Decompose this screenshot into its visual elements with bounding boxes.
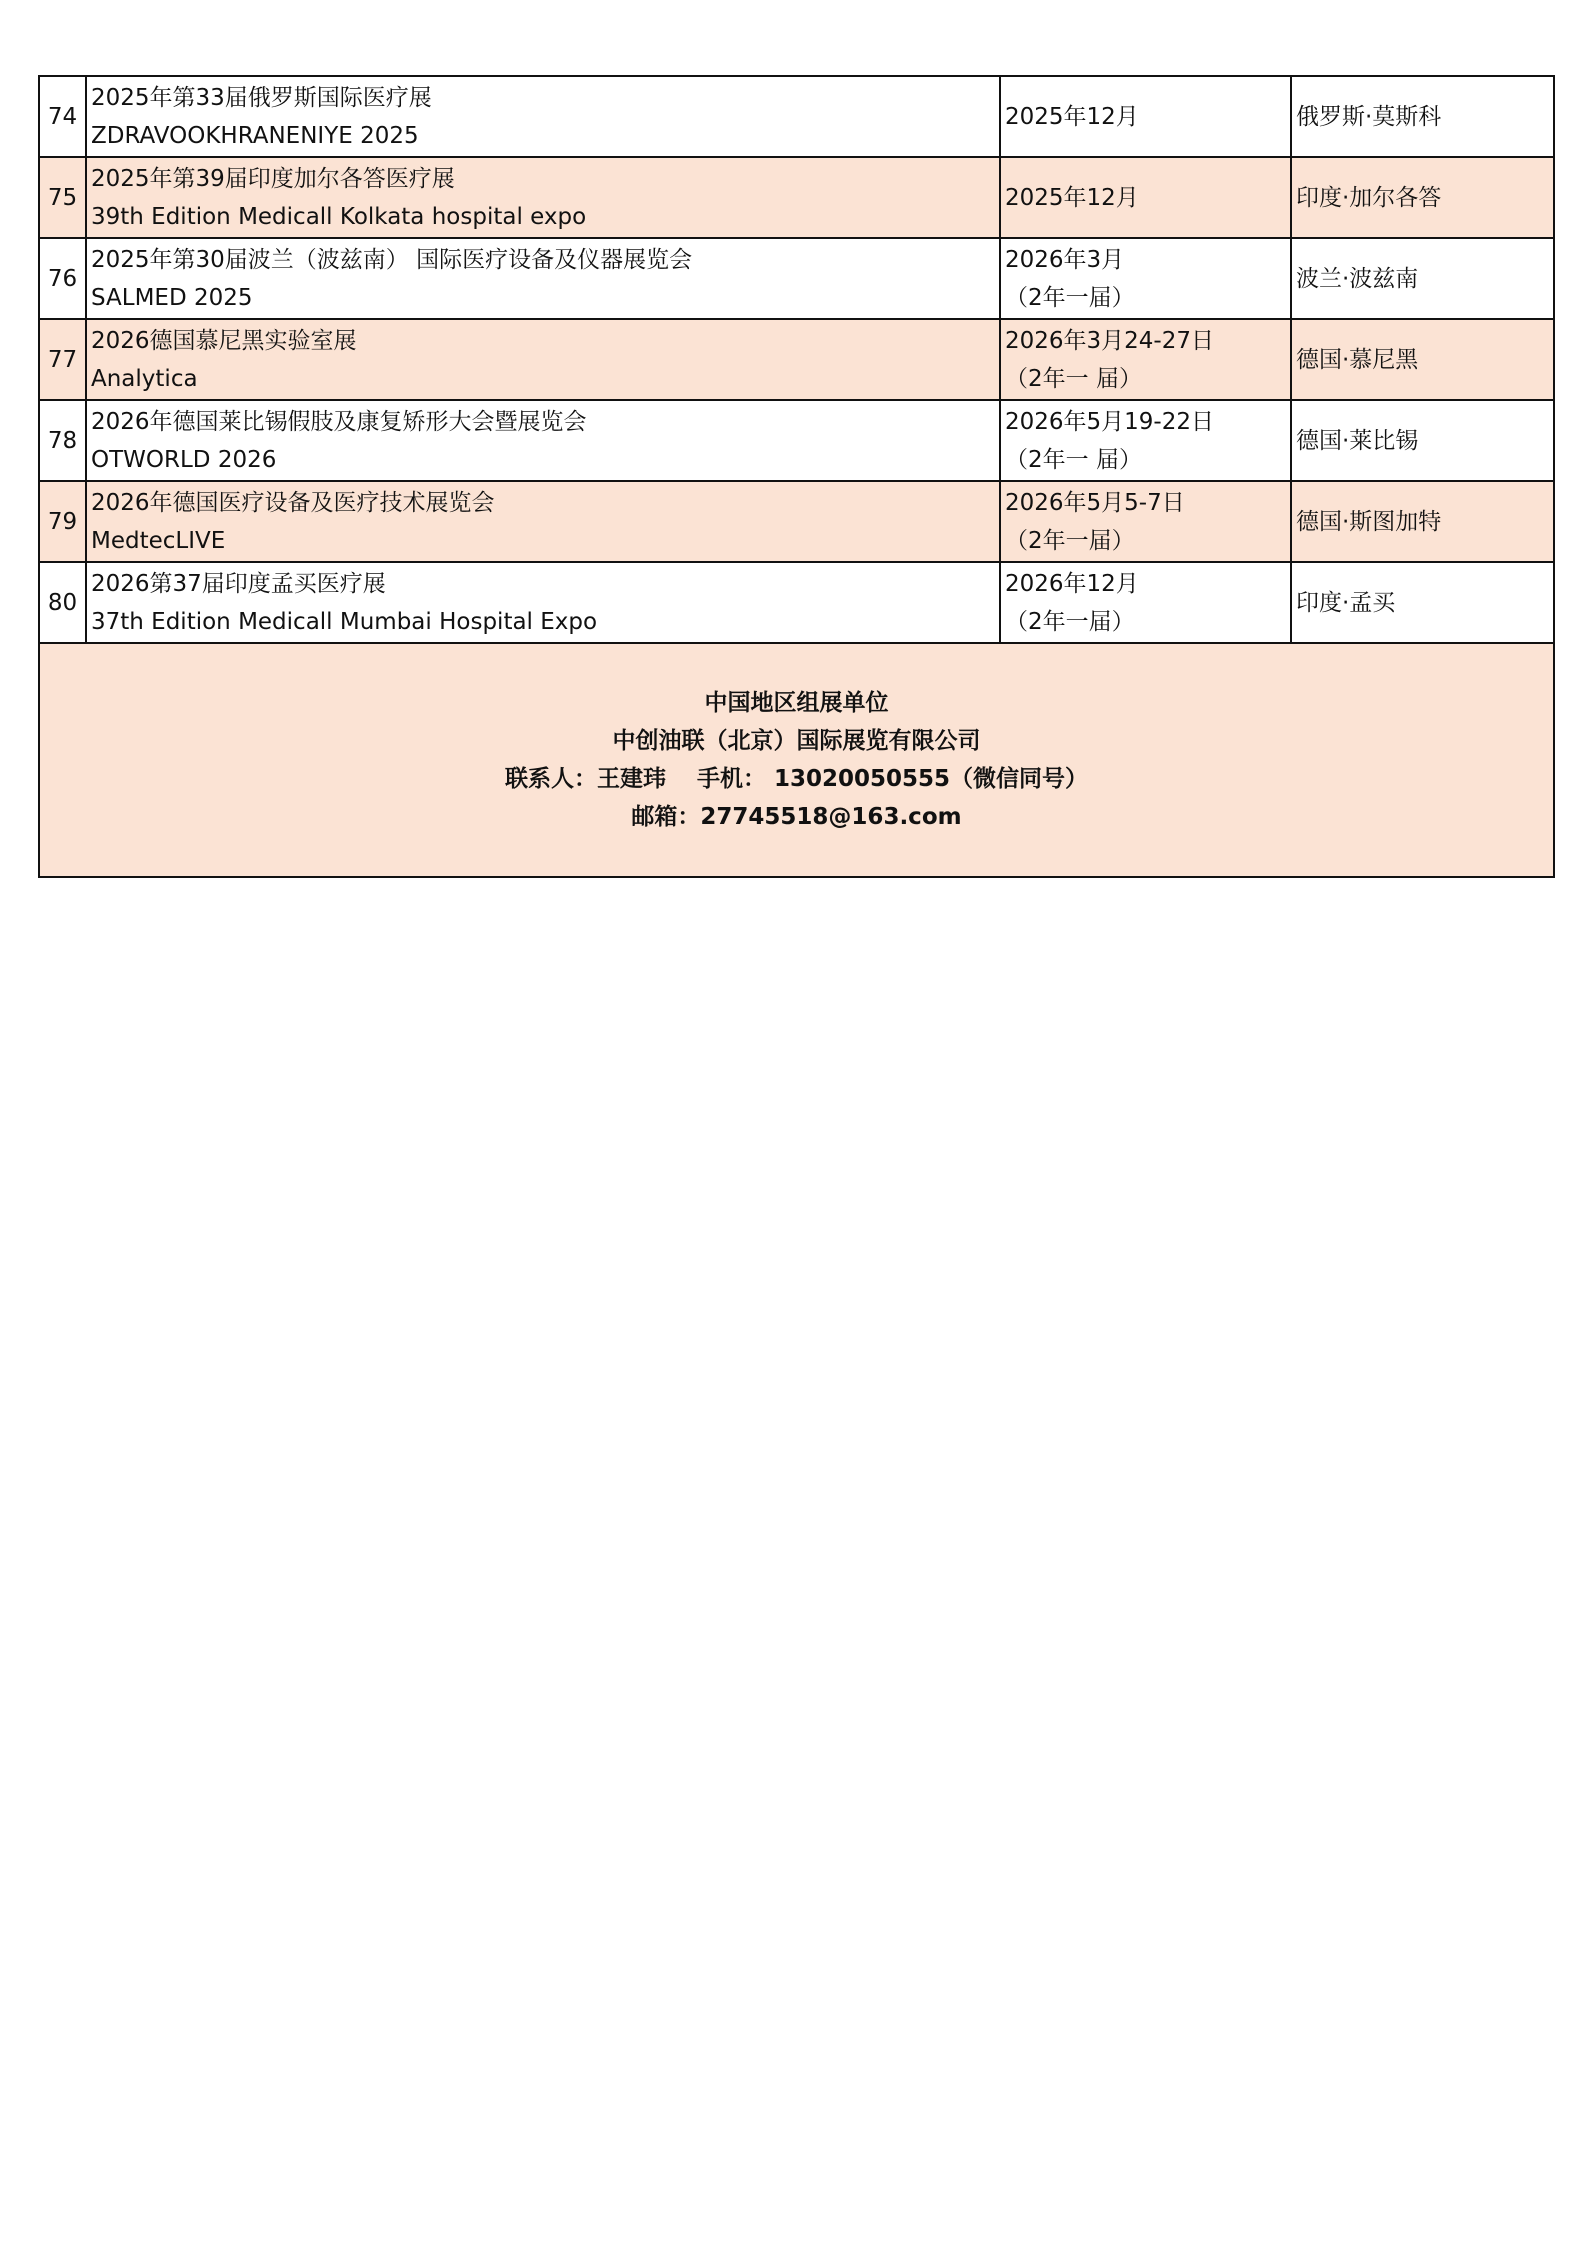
exhibition-date-cell xyxy=(1000,238,1291,319)
row-number: 76 xyxy=(39,238,86,319)
exhibition-date: 2025年12月 xyxy=(1005,184,1139,211)
exhibition-location: 德国·斯图加特 xyxy=(1291,481,1554,562)
exhibition-table xyxy=(38,75,1555,878)
exhibition-date: 2026年5月5-7日 xyxy=(1005,489,1185,516)
exhibition-name-cell xyxy=(86,481,1000,562)
exhibition-frequency: （2年一届） xyxy=(1005,284,1135,311)
contact-email: 邮箱：27745518@163.com xyxy=(631,804,962,830)
contact-row xyxy=(39,643,1554,877)
exhibition-date: 2025年12月 xyxy=(1005,103,1139,130)
exhibition-table-body xyxy=(39,76,1554,877)
exhibition-date-cell xyxy=(1000,481,1291,562)
exhibition-location: 印度·孟买 xyxy=(1291,562,1554,643)
document-page xyxy=(38,75,1553,878)
table-row xyxy=(39,76,1554,157)
row-number: 78 xyxy=(39,400,86,481)
exhibition-name-en: 39th Edition Medicall Kolkata hospital expo xyxy=(91,203,587,230)
exhibition-date-cell xyxy=(1000,76,1291,157)
row-number: 80 xyxy=(39,562,86,643)
exhibition-location: 印度·加尔各答 xyxy=(1291,157,1554,238)
exhibition-name-en: Analytica xyxy=(91,365,198,392)
exhibition-frequency: （2年一 届） xyxy=(1005,365,1142,392)
exhibition-name-en: OTWORLD 2026 xyxy=(91,446,277,473)
exhibition-date-cell xyxy=(1000,400,1291,481)
exhibition-frequency: （2年一届） xyxy=(1005,527,1135,554)
organizer-company: 中创油联（北京）国际展览有限公司 xyxy=(612,728,981,754)
exhibition-location: 德国·慕尼黑 xyxy=(1291,319,1554,400)
table-row xyxy=(39,157,1554,238)
row-number: 77 xyxy=(39,319,86,400)
exhibition-name-cn: 2026第37届印度孟买医疗展 xyxy=(91,570,386,597)
exhibition-name-cn: 2025年第39届印度加尔各答医疗展 xyxy=(91,165,455,192)
exhibition-name-cn: 2025年第33届俄罗斯国际医疗展 xyxy=(91,84,432,111)
exhibition-frequency: （2年一届） xyxy=(1005,608,1135,635)
exhibition-name-en: SALMED 2025 xyxy=(91,284,253,311)
exhibition-name-en: ZDRAVOOKHRANENIYE 2025 xyxy=(91,122,419,149)
table-row xyxy=(39,238,1554,319)
table-row xyxy=(39,481,1554,562)
exhibition-location: 俄罗斯·莫斯科 xyxy=(1291,76,1554,157)
exhibition-location: 波兰·波兹南 xyxy=(1291,238,1554,319)
exhibition-date-cell xyxy=(1000,562,1291,643)
exhibition-name-en: MedtecLIVE xyxy=(91,527,226,554)
exhibition-date: 2026年3月 xyxy=(1005,246,1125,273)
exhibition-name-en: 37th Edition Medicall Mumbai Hospital Expo xyxy=(91,608,598,635)
exhibition-name-cell xyxy=(86,562,1000,643)
exhibition-date-cell xyxy=(1000,319,1291,400)
contact-person-phone: 联系人：王建玮 手机： 13020050555（微信同号） xyxy=(504,766,1089,792)
table-row xyxy=(39,319,1554,400)
exhibition-name-cell xyxy=(86,76,1000,157)
exhibition-date-cell xyxy=(1000,157,1291,238)
row-number: 75 xyxy=(39,157,86,238)
exhibition-name-cell xyxy=(86,319,1000,400)
table-row xyxy=(39,400,1554,481)
row-number: 79 xyxy=(39,481,86,562)
organizer-heading: 中国地区组展单位 xyxy=(704,690,889,716)
table-row xyxy=(39,562,1554,643)
exhibition-date: 2026年3月24-27日 xyxy=(1005,327,1214,354)
row-number: 74 xyxy=(39,76,86,157)
exhibition-frequency: （2年一 届） xyxy=(1005,446,1142,473)
exhibition-date: 2026年5月19-22日 xyxy=(1005,408,1214,435)
exhibition-name-cn: 2026德国慕尼黑实验室展 xyxy=(91,327,357,354)
exhibition-date: 2026年12月 xyxy=(1005,570,1139,597)
exhibition-name-cell xyxy=(86,400,1000,481)
exhibition-location: 德国·莱比锡 xyxy=(1291,400,1554,481)
exhibition-name-cn: 2026年德国莱比锡假肢及康复矫形大会暨展览会 xyxy=(91,408,587,435)
exhibition-name-cell xyxy=(86,157,1000,238)
exhibition-name-cell xyxy=(86,238,1000,319)
exhibition-name-cn: 2026年德国医疗设备及医疗技术展览会 xyxy=(91,489,495,516)
exhibition-name-cn: 2025年第30届波兰（波兹南） 国际医疗设备及仪器展览会 xyxy=(91,246,693,273)
contact-cell xyxy=(39,643,1554,877)
